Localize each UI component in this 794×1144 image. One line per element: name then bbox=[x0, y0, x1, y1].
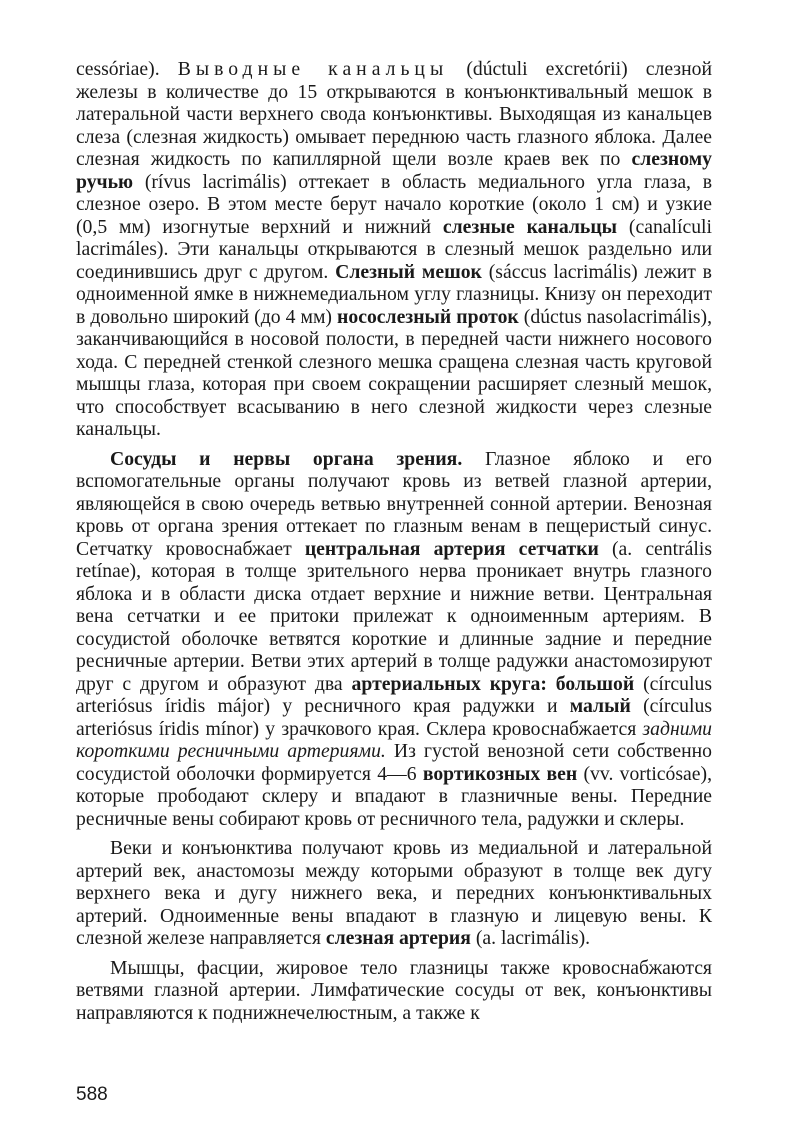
page-body bbox=[76, 58, 712, 1024]
text-run: Глазное яблоко и его вспомогательные органы получают кровь из ветвей глазной артерии, являющейся в свою очередь ветвью внутренней сонной артерии. Венозная кровь от органа зрения оттекает по глазным венам в пещеристый синус. Сетчатку кровоснабжает bbox=[76, 447, 712, 560]
text-run: (sáccus lacrimális) лежит в одноименной ямке в нижнемедиальном углу глазницы. Книзу он переходит в довольно широкий (до 4 мм) bbox=[76, 260, 712, 328]
text-run: Веки и конъюнктива получают кровь из медиальной и латеральной артерий век, анастомозы между которыми образуют в толще век дугу верхнего века и дугу нижнего века, и передних конъюнктивальных артерий. Одноименные вены впадают в глазную и лицевую вены. К слезной железе направляется bbox=[76, 837, 712, 949]
paragraph bbox=[76, 957, 712, 1025]
paragraph bbox=[76, 448, 712, 831]
text-run: (rívus lacrimális) оттекает в область медиального угла глаза, в слезное озеро. В этом месте берут начало короткие (около 1 см) и узкие (0,5 мм) изогнутые верхний и нижний bbox=[76, 170, 712, 238]
bold-term: малый bbox=[569, 695, 631, 717]
bold-term: вортикозных вен bbox=[422, 762, 578, 785]
text-run: (dúctuli excretórii) слезной железы в количестве до 15 открываются в конъюнктивальный мешок в латеральной части верхнего свода конъюнктивы. Выходящая из канальцев слеза (слезная жидкость) омывает переднюю часть глазного яблока. Далее слезная жидкость по капиллярной щели возле краев век по bbox=[76, 58, 712, 170]
text-run: (a. centrális retínae), которая в толще зрительного нерва проникает внутрь глазного яблока и в области диска отдает верхние и нижние ветви. Центральная вена сетчатки и ее притоки прилежат к одноименным артериям. В сосудистой оболочке ветвятся короткие и длинные задние и передние ресничные артерии. Ветви этих артерий в толще радужки анастомозируют друг с другом и образуют два bbox=[76, 537, 713, 695]
bold-term: Сосуды и нервы органа зрения. bbox=[110, 447, 463, 470]
bold-term: центральная артерия сетчатки bbox=[304, 537, 599, 560]
text-run: (dúctus nasolacrimális), заканчивающийся в носовой полости, в передней части нижнего носового хода. С передней стенкой слезного мешка сращена слезная часть круговой мышцы глаза, которая при своем сокращении расширяет слезный мешок, что способствует всасыванию в него слезной жидкости через слезные канальцы. bbox=[76, 305, 712, 440]
bold-term: слезные канальцы bbox=[442, 215, 618, 238]
spaced-heading: Выводные канальцы bbox=[177, 58, 449, 80]
text-run: (círculus arteriósus íridis májor) у ресничного края радужки и bbox=[76, 672, 712, 717]
paragraph bbox=[76, 58, 712, 441]
text-run: (círculus arteriósus íridis mínor) у зрачкового края. Склера кровоснабжается bbox=[76, 695, 712, 740]
text-run: Мышцы, фасции, жировое тело глазницы также кровоснабжаются ветвями глазной артерии. Лимфатические сосуды от век, конъюнктивы направляются к поднижнечелюстным, а также к bbox=[76, 956, 712, 1024]
page-number: 588 bbox=[76, 1084, 108, 1105]
bold-term: слезная артерия bbox=[325, 927, 471, 949]
text-run: (a. lacrimális). bbox=[470, 927, 591, 949]
paragraph bbox=[76, 837, 712, 950]
text-run: cessóriae). bbox=[76, 58, 178, 80]
bold-term: слезному ручью bbox=[76, 148, 712, 193]
italic-term: задними короткими ресничными артериями. bbox=[76, 717, 712, 762]
text-run: (vv. vorticósae), которые прободают склеру и впадают в глазничные вены. Передние ресничные вены собирают кровь от ресничного тела, радужки и склеры. bbox=[76, 762, 712, 830]
text-run: (canalículi lacrimáles). Эти канальцы открываются в слезный мешок раздельно или соединившись друг с другом. bbox=[76, 215, 712, 283]
bold-term: артериальных круга: большой bbox=[351, 672, 635, 695]
bold-term: носослезный проток bbox=[337, 305, 519, 328]
bold-term: Слезный мешок bbox=[335, 260, 482, 283]
text-run: Из густой венозной сети собственно сосудистой оболочки формируется 4—6 bbox=[76, 740, 713, 785]
